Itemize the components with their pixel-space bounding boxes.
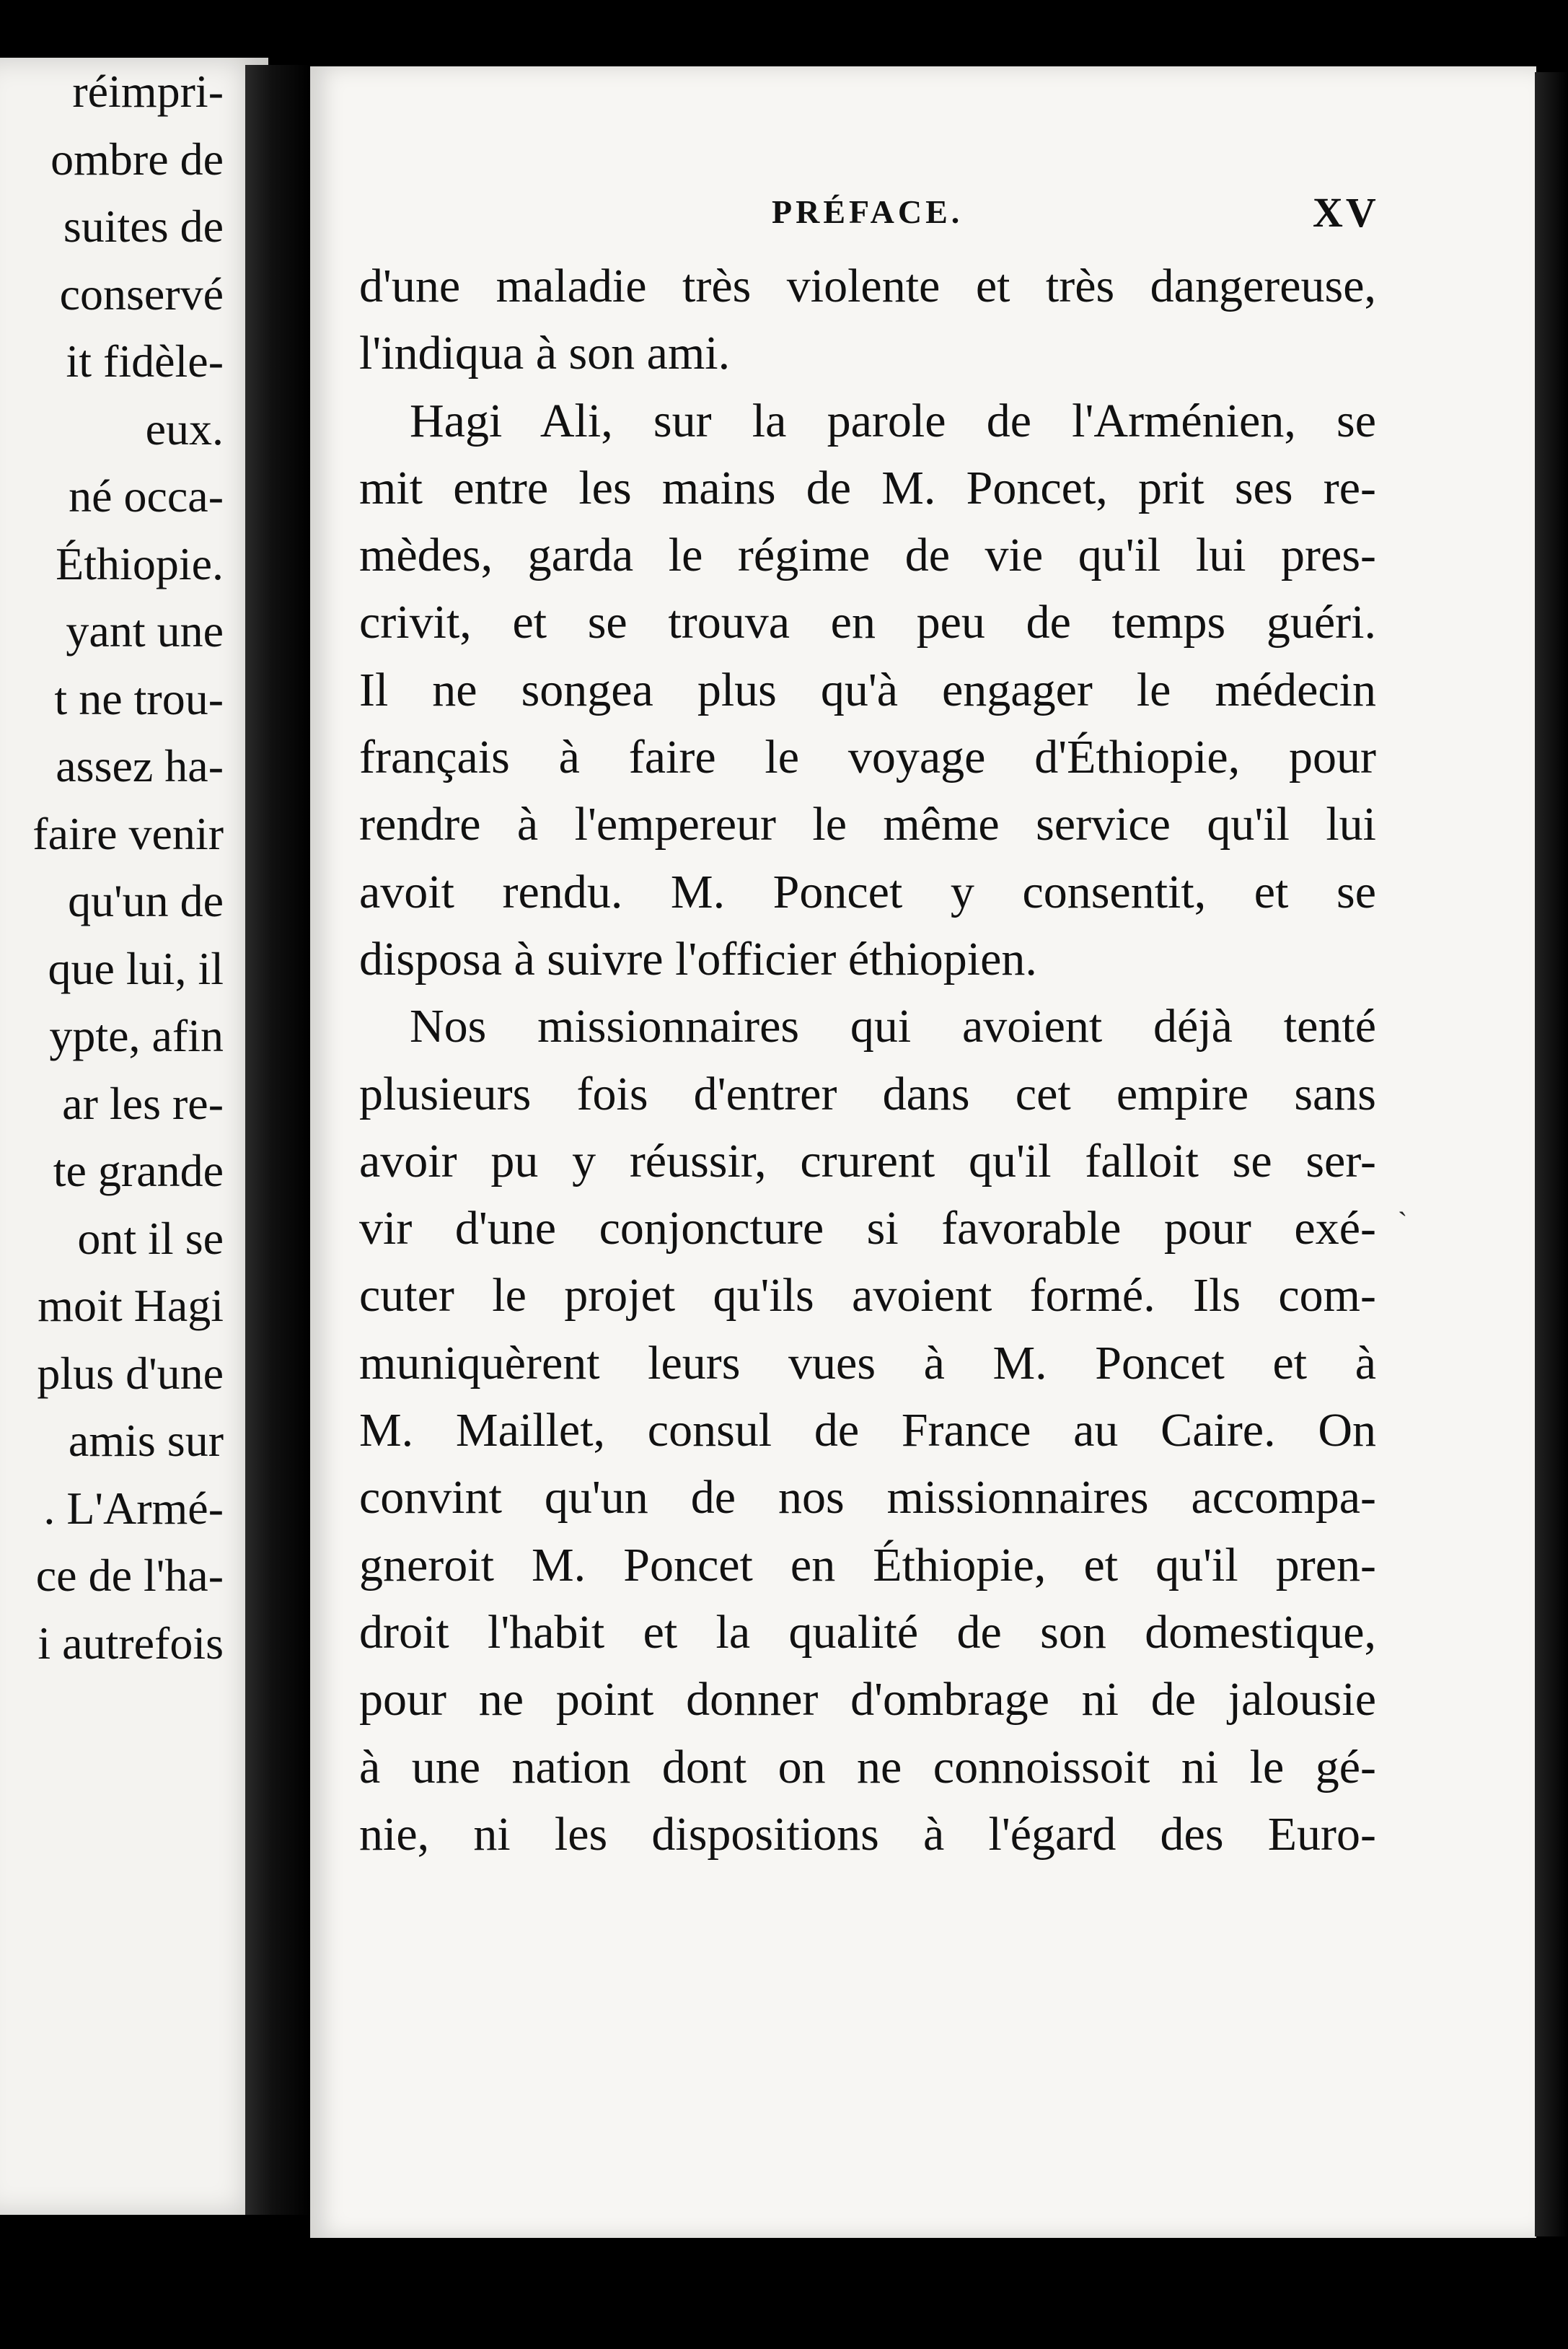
text-line: suites de: [63, 201, 224, 252]
text-line: ombre de: [50, 133, 224, 185]
text-line: plusieurs fois d'entrer dans cet empire sans: [359, 1067, 1376, 1120]
text-line: avoir pu y réussir, crurent qu'il falloit se ser-: [359, 1134, 1376, 1187]
text-line: convint qu'un de nos missionnaires accompa-: [359, 1471, 1376, 1524]
text-line: Il ne songea plus qu'à engager le médecin: [359, 663, 1376, 716]
text-line: eux.: [145, 403, 224, 455]
current-page: [310, 66, 1536, 2238]
text-line: moit Hagi: [38, 1280, 224, 1331]
running-head: [310, 189, 1392, 250]
text-line: i autrefois: [38, 1617, 224, 1669]
text-line: yant une: [66, 605, 224, 657]
text-line: né occa-: [69, 470, 224, 522]
text-line: cuter le projet qu'ils avoient formé. Ils com-: [359, 1269, 1376, 1322]
text-line: rendre à l'empereur le même service qu'il lui: [359, 798, 1376, 851]
text-line: ce de l'ha-: [35, 1550, 224, 1601]
page-number: XV: [1313, 189, 1379, 236]
text-line: vir d'une conjoncture si favorable pour exé-: [359, 1202, 1376, 1255]
text-line: t ne trou-: [54, 672, 224, 724]
text-line: amis sur: [68, 1415, 224, 1466]
page-header-title: PRÉFACE.: [772, 193, 964, 230]
text-line: mit entre les mains de M. Poncet, prit ses re-: [359, 461, 1376, 514]
text-line: faire venir: [32, 807, 224, 859]
text-line: Éthiopie.: [56, 537, 224, 589]
text-line: droit l'habit et la qualité de son domestique,: [359, 1605, 1376, 1659]
text-line: it fidèle-: [66, 335, 224, 387]
text-line: nie, ni les dispositions à l'égard des Euro-: [359, 1807, 1376, 1861]
text-line: qu'un de: [68, 875, 224, 926]
text-line: assez ha-: [56, 740, 224, 791]
text-line: Nos missionnaires qui avoient déjà tenté: [410, 1000, 1376, 1053]
text-line: Hagi Ali, sur la parole de l'Arménien, se: [410, 394, 1376, 447]
previous-page: [0, 58, 268, 2215]
text-line: plus d'une: [37, 1347, 224, 1399]
text-line: disposa à suivre l'officier éthiopien.: [359, 932, 1037, 985]
text-line: français à faire le voyage d'Éthiopie, pour: [359, 731, 1376, 784]
text-line: te grande: [53, 1145, 224, 1196]
text-line: muniquèrent leurs vues à M. Poncet et à: [359, 1336, 1376, 1389]
text-line: . L'Armé-: [43, 1482, 224, 1534]
text-line: ypte, afin: [49, 1010, 224, 1061]
text-line: ont il se: [77, 1212, 224, 1264]
text-line: que lui, il: [48, 942, 224, 994]
text-line: d'une maladie très violente et très dangereuse,: [359, 260, 1376, 312]
text-line: réimpri-: [72, 66, 224, 117]
text-line: conservé: [59, 268, 224, 320]
book-gutter: [245, 65, 310, 2215]
page-body-text: [359, 253, 1376, 1868]
text-line: avoit rendu. M. Poncet y consentit, et se: [359, 865, 1376, 918]
text-line: mèdes, garda le régime de vie qu'il lui pres-: [359, 529, 1376, 582]
text-line: gneroit M. Poncet en Éthiopie, et qu'il pren-: [359, 1538, 1376, 1591]
margin-ink-mark: ˏ: [1398, 1184, 1408, 1216]
page-edge-shadow: [1535, 72, 1568, 2236]
text-line: pour ne point donner d'ombrage ni de jalousie: [359, 1673, 1376, 1726]
previous-page-text: [32, 58, 224, 1677]
text-line: ar les re-: [62, 1077, 224, 1129]
text-line: crivit, et se trouva en peu de temps guéri.: [359, 596, 1376, 649]
text-line: l'indiqua à son ami.: [359, 327, 731, 380]
text-line: M. Maillet, consul de France au Caire. On: [359, 1404, 1376, 1457]
text-line: à une nation dont on ne connoissoit ni le gé-: [359, 1740, 1376, 1793]
